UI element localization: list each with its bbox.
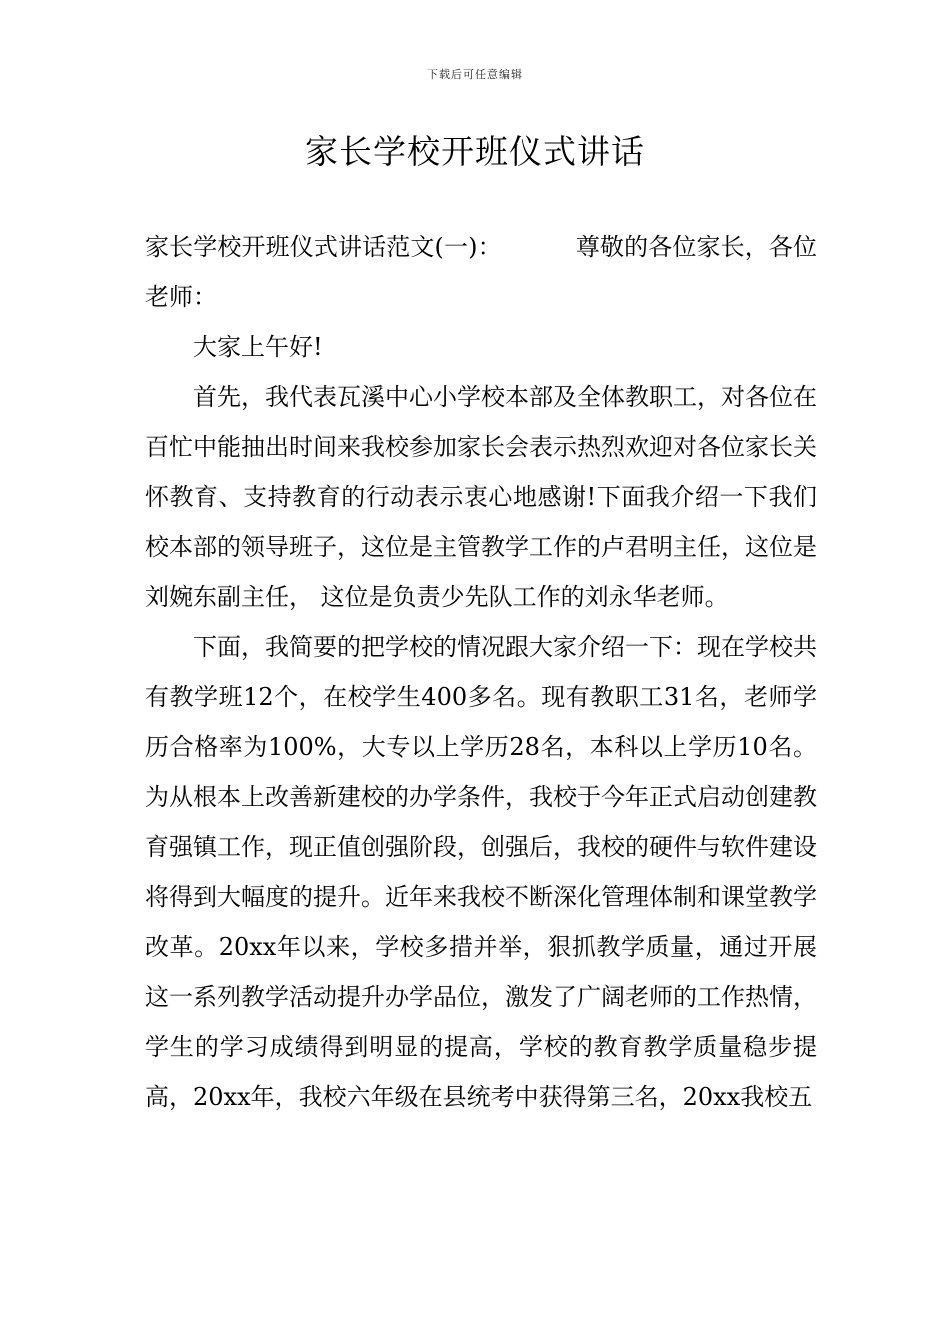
document-title: 家长学校开班仪式讲话 [305,132,645,171]
paragraph-greeting: 大家上午好! [193,333,323,361]
intro-salutation-a: 尊敬的各位家长， [575,233,769,261]
paragraph-welcome: 首先，我代表瓦溪中心小学校本部及全体教职工，对各位在百忙中能抽出时间来我校参加家长会表示热烈欢迎对各位家长关怀教育、支持教育的行动表示衷心地感谢!下面我介绍一下我们校本部的领导班子，这位是主管教学工作的卢君明主任，这位是刘婉东副主任， 这位是负责少先队工作的刘永华老师。 [145,383,817,611]
intro-lead: 家长学校开班仪式讲话范文(一)： [145,233,502,261]
intro-salutation-b: 各位老师： [145,233,818,311]
header-note: 下载后可任意编辑 [427,68,523,81]
intro-paragraph [145,222,817,322]
paragraph-school-intro: 下面，我简要的把学校的情况跟大家介绍一下：现在学校共有教学班12个，在校学生400多名。现有教职工31名，老师学历合格率为100%，大专以上学历28名，本科以上学历10名。为从根本上改善新建校的办学条件，我校于今年正式启动创建教育强镇工作，现正值创强阶段，创强后，我校的硬件与软件建设将得到大幅度的提升。近年来我校不断深化管理体制和课堂教学改革。20xx年以来，学校多措并举，狠抓教学质量，通过开展这一系列教学活动提升办学品位，激发了广阔老师的工作热情，学生的学习成绩得到明显的提高，学校的教育教学质量稳步提高，20xx年，我校六年级在县统考中获得第三名，20xx我校五 [145,633,817,1111]
document-body [145,222,817,1122]
